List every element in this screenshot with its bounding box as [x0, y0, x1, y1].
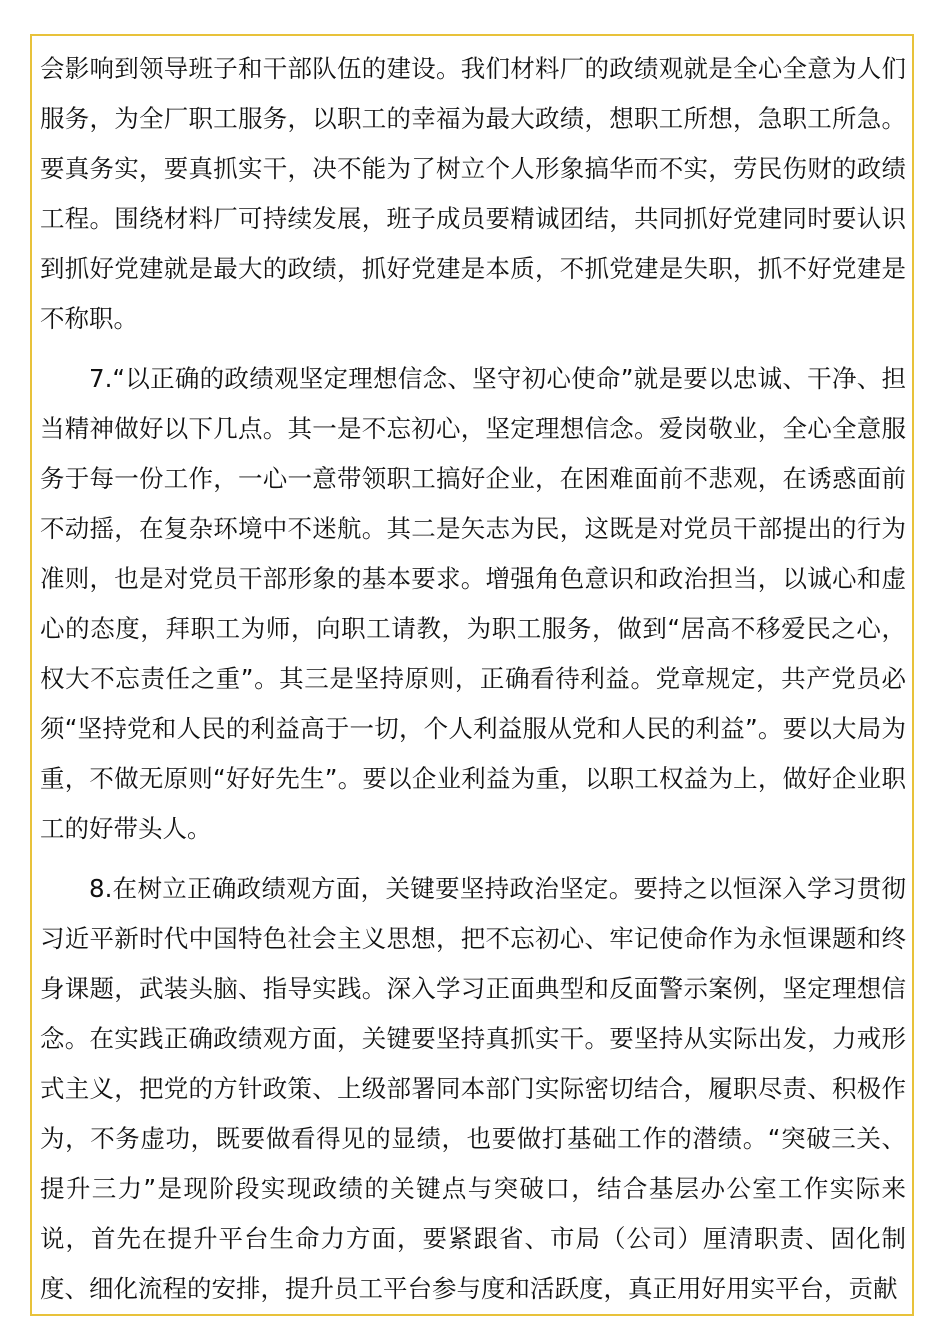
- paragraph-item-7: 7.“以正确的政绩观坚定理想信念、坚守初心使命”就是要以忠诚、干净、担当精神做好以下几点。其一是不忘初心，坚定理想信念。爱岗敬业，全心全意服务于每一份工作，一心一意带领职工搞好企业，在困难面前不悲观，在诱惑面前不动摇，在复杂环境中不迷航。其二是矢志为民，这既是对党员干部提出的行为准则，也是对党员干部形象的基本要求。增强角色意识和政治担当，以诚心和虚心的态度，拜职工为师，向职工请教，为职工服务，做到“居高不移爱民之心，权大不忘责任之重”。其三是坚持原则，正确看待利益。党章规定，共产党员必须“坚持党和人民的利益高于一切，个人利益服从党和人民的利益”。要以大局为重，不做无原则“好好先生”。要以企业利益为重，以职工权益为上，做好企业职工的好带头人。: [40, 364, 906, 843]
- document-body: [40, 44, 906, 1324]
- paragraph-continued: 会影响到领导班子和干部队伍的建设。我们材料厂的政绩观就是全心全意为人们服务，为全厂职工服务，以职工的幸福为最大政绩，想职工所想，急职工所急。要真务实，要真抓实干，决不能为了树立个人形象搞华而不实，劳民伤财的政绩工程。围绕材料厂可持续发展，班子成员要精诚团结，共同抓好党建同时要认识到抓好党建就是最大的政绩，抓好党建是本质，不抓党建是失职，抓不好党建是不称职。: [40, 54, 906, 333]
- paragraph-item-8: 8.在树立正确政绩观方面，关键要坚持政治坚定。要持之以恒深入学习贯彻习近平新时代中国特色社会主义思想，把不忘初心、牢记使命作为永恒课题和终身课题，武装头脑、指导实践。深入学习正面典型和反面警示案例，坚定理想信念。在实践正确政绩观方面，关键要坚持真抓实干。要坚持从实际出发，力戒形式主义，把党的方针政策、上级部署同本部门实际密切结合，履职尽责、积极作为，不务虚功，既要做看得见的显绩，也要做打基础工作的潜绩。“突破三关、提升三力”是现阶段实现政绩的关键点与突破口，结合基层办公室工作实际来说，首先在提升平台生命力方面，要紧跟省、市局（公司）厘清职责、固化制度、细化流程的安排，提升员工平台参与度和活跃度，真正用好用实平台，贡献: [40, 874, 906, 1303]
